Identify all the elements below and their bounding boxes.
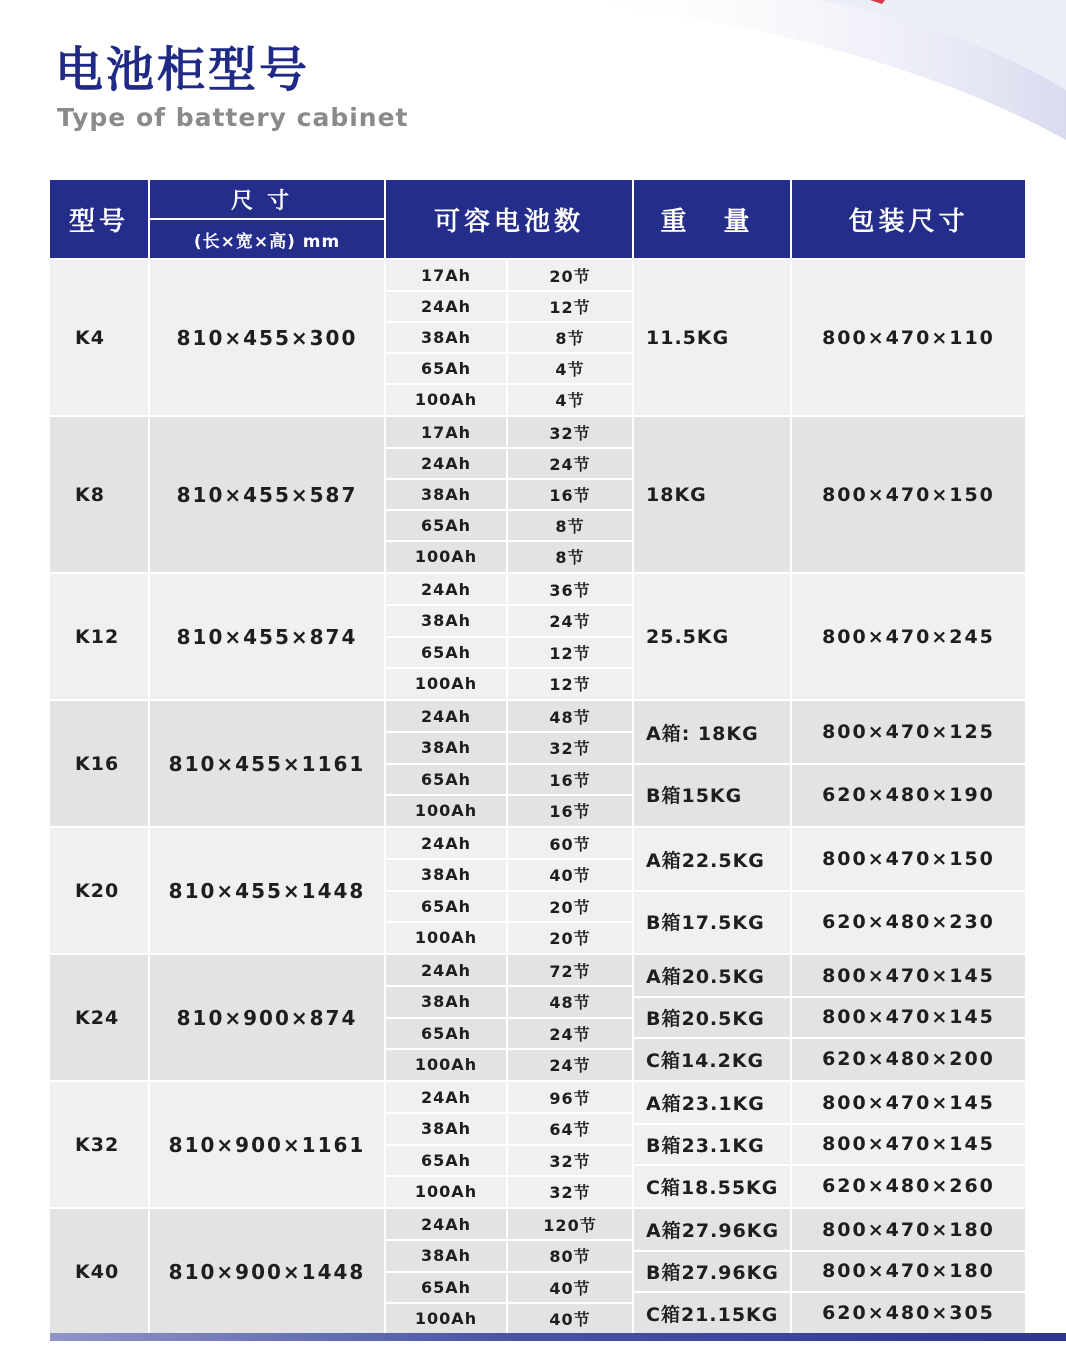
row-divider	[386, 447, 632, 449]
row-divider	[386, 290, 632, 292]
column-divider	[506, 574, 508, 699]
package-size-cell: 800×470×110	[822, 326, 995, 349]
row-divider	[634, 763, 1025, 765]
battery-count: 12节	[549, 643, 591, 663]
column-divider	[506, 701, 508, 826]
weight-cell: A箱20.5KG	[646, 966, 765, 989]
capacity-ah: 24Ah	[420, 1215, 472, 1235]
battery-count: 32节	[549, 1151, 591, 1171]
package-size-cell: 620×480×200	[822, 1048, 995, 1071]
column-divider	[506, 417, 508, 572]
decorative-swoosh	[0, 0, 1066, 200]
battery-count: 12节	[549, 298, 591, 317]
weight-cell: A箱22.5KG	[646, 849, 765, 872]
header-weight: 重 量	[660, 206, 764, 237]
package-size-cell: 800×470×150	[822, 848, 995, 871]
battery-count: 36节	[549, 581, 591, 601]
capacity-ah: 24Ah	[420, 707, 472, 727]
row-divider	[386, 731, 632, 733]
battery-count: 20节	[549, 267, 591, 286]
battery-count: 60节	[549, 835, 591, 855]
capacity-ah: 100Ah	[414, 1181, 478, 1201]
size-cell: 810×455×874	[176, 624, 358, 649]
capacity-ah: 38Ah	[420, 328, 472, 347]
battery-count: 4节	[555, 391, 585, 410]
capacity-ah: 24Ah	[420, 297, 472, 316]
capacity-ah: 24Ah	[420, 1088, 472, 1108]
row-divider	[634, 1291, 1025, 1293]
battery-count: 40节	[549, 866, 591, 886]
battery-count: 24节	[549, 612, 591, 632]
row-divider	[386, 383, 632, 385]
battery-count: 24节	[549, 1024, 591, 1044]
model-cell: K12	[75, 625, 120, 648]
package-size-cell: 800×470×145	[822, 1006, 995, 1029]
battery-count: 96节	[549, 1089, 591, 1109]
size-cell: 810×900×1161	[168, 1132, 366, 1157]
row-divider	[634, 996, 1025, 998]
capacity-ah: 100Ah	[414, 547, 478, 566]
capacity-ah: 100Ah	[414, 673, 478, 693]
capacity-ah: 38Ah	[420, 485, 472, 504]
weight-cell: 25.5KG	[646, 625, 730, 648]
table-row	[50, 699, 1025, 826]
column-divider	[790, 1082, 792, 1207]
package-size-cell: 800×470×245	[822, 625, 995, 648]
model-cell: K16	[75, 752, 120, 775]
package-size-cell: 800×470×180	[822, 1260, 995, 1283]
row-divider	[634, 1123, 1025, 1125]
capacity-ah: 65Ah	[420, 359, 472, 378]
column-divider	[790, 955, 792, 1080]
row-divider	[386, 1144, 632, 1146]
table-row	[50, 1207, 1025, 1334]
battery-cabinet-table	[50, 180, 1025, 1334]
footer-bar	[50, 1333, 1066, 1341]
table-row	[50, 415, 1025, 572]
weight-cell: B箱20.5KG	[646, 1007, 765, 1030]
battery-count: 24节	[549, 1055, 591, 1075]
row-divider	[386, 604, 632, 606]
weight-cell: B箱23.1KG	[646, 1134, 765, 1157]
weight-cell: C箱21.15KG	[646, 1303, 779, 1326]
row-divider	[386, 1017, 632, 1019]
model-cell: K8	[75, 483, 105, 506]
column-divider	[506, 955, 508, 1080]
weight-cell: A箱23.1KG	[646, 1093, 765, 1116]
size-cell: 810×455×300	[176, 325, 358, 350]
row-divider	[634, 1037, 1025, 1039]
table-row	[50, 1080, 1025, 1207]
weight-cell: B箱27.96KG	[646, 1261, 779, 1284]
size-cell: 810×455×1448	[168, 878, 366, 903]
battery-count: 16节	[549, 801, 591, 821]
header-capacity: 可容电池数	[433, 206, 584, 237]
column-divider	[790, 260, 792, 415]
battery-count: 48节	[549, 993, 591, 1013]
capacity-ah: 24Ah	[420, 580, 472, 600]
row-divider	[386, 636, 632, 638]
row-divider	[386, 985, 632, 987]
capacity-ah: 38Ah	[420, 738, 472, 758]
capacity-ah: 65Ah	[420, 642, 472, 662]
package-size-cell: 800×470×180	[822, 1218, 995, 1241]
table-row	[50, 826, 1025, 953]
battery-count: 16节	[549, 770, 591, 790]
capacity-ah: 100Ah	[414, 927, 478, 947]
capacity-ah: 38Ah	[420, 1246, 472, 1266]
model-cell: K40	[75, 1260, 120, 1283]
row-divider	[386, 890, 632, 892]
column-divider	[506, 1082, 508, 1207]
table-body	[50, 258, 1025, 1334]
size-cell: 810×455×1161	[168, 751, 366, 776]
capacity-ah: 65Ah	[420, 516, 472, 535]
row-divider	[386, 921, 632, 923]
capacity-ah: 38Ah	[420, 611, 472, 631]
package-size-cell: 620×480×190	[822, 783, 995, 806]
battery-count: 48节	[549, 708, 591, 728]
size-cell: 810×900×1448	[168, 1259, 366, 1284]
capacity-ah: 100Ah	[414, 800, 478, 820]
page-title: 电池柜型号	[55, 42, 311, 98]
capacity-ah: 24Ah	[420, 454, 472, 473]
header-model: 型号	[68, 206, 129, 237]
battery-count: 32节	[549, 424, 591, 443]
battery-count: 8节	[555, 548, 585, 567]
capacity-ah: 17Ah	[420, 423, 472, 442]
model-cell: K32	[75, 1133, 120, 1156]
column-divider	[506, 1209, 508, 1334]
row-divider	[386, 540, 632, 542]
capacity-ah: 17Ah	[420, 266, 472, 285]
capacity-ah: 65Ah	[420, 1150, 472, 1170]
package-size-cell: 620×480×305	[822, 1302, 995, 1325]
capacity-ah: 38Ah	[420, 992, 472, 1012]
column-divider	[790, 701, 792, 826]
row-divider	[386, 321, 632, 323]
package-size-cell: 620×480×260	[822, 1175, 995, 1198]
table-row	[50, 953, 1025, 1080]
capacity-ah: 38Ah	[420, 1119, 472, 1139]
battery-count: 80节	[549, 1247, 591, 1267]
row-divider	[386, 858, 632, 860]
capacity-ah: 65Ah	[420, 1023, 472, 1043]
weight-cell: B箱15KG	[646, 785, 743, 808]
header-size	[150, 180, 384, 258]
row-divider	[386, 1175, 632, 1177]
package-size-cell: 800×470×125	[822, 721, 995, 744]
weight-cell: 11.5KG	[646, 326, 730, 349]
package-size-cell: 800×470×145	[822, 1133, 995, 1156]
table-row	[50, 572, 1025, 699]
battery-count: 40节	[549, 1309, 591, 1329]
header-package: 包装尺寸	[848, 206, 969, 237]
row-divider	[386, 478, 632, 480]
weight-cell: C箱18.55KG	[646, 1176, 779, 1199]
battery-count: 4节	[555, 360, 585, 379]
capacity-ah: 38Ah	[420, 865, 472, 885]
capacity-ah: 100Ah	[414, 1054, 478, 1074]
column-divider	[790, 1209, 792, 1334]
battery-count: 24节	[549, 455, 591, 474]
row-divider	[634, 890, 1025, 892]
package-size-cell: 800×470×150	[822, 483, 995, 506]
header-size-top: 尺寸	[230, 188, 303, 214]
package-size-cell: 620×480×230	[822, 910, 995, 933]
battery-count: 72节	[549, 962, 591, 982]
row-divider	[386, 1302, 632, 1304]
battery-count: 120节	[543, 1216, 597, 1236]
battery-count: 32节	[549, 1182, 591, 1202]
capacity-ah: 65Ah	[420, 769, 472, 789]
column-divider	[790, 417, 792, 572]
model-cell: K20	[75, 879, 120, 902]
weight-cell: C箱14.2KG	[646, 1049, 765, 1072]
weight-cell: A箱27.96KG	[646, 1220, 780, 1243]
table-header	[50, 180, 1025, 258]
battery-count: 8节	[555, 329, 585, 348]
size-cell: 810×900×874	[176, 1005, 358, 1030]
row-divider	[386, 509, 632, 511]
table-row	[50, 258, 1025, 415]
battery-count: 64节	[549, 1120, 591, 1140]
row-divider	[386, 1271, 632, 1273]
column-divider	[790, 828, 792, 953]
row-divider	[386, 352, 632, 354]
weight-cell: A箱: 18KG	[646, 722, 759, 745]
package-size-cell: 800×470×145	[822, 1091, 995, 1114]
capacity-ah: 65Ah	[420, 896, 472, 916]
capacity-ah: 24Ah	[420, 961, 472, 981]
size-cell: 810×455×587	[176, 482, 358, 507]
page-subtitle: Type of battery cabinet	[57, 103, 409, 132]
row-divider	[386, 1048, 632, 1050]
weight-cell: B箱17.5KG	[646, 912, 765, 935]
row-divider	[386, 667, 632, 669]
battery-count: 32节	[549, 739, 591, 759]
model-cell: K24	[75, 1006, 120, 1029]
row-divider	[386, 794, 632, 796]
column-divider	[506, 828, 508, 953]
weight-cell: 18KG	[646, 483, 707, 506]
capacity-ah: 24Ah	[420, 834, 472, 854]
battery-count: 20节	[549, 897, 591, 917]
capacity-ah: 65Ah	[420, 1277, 472, 1297]
row-divider	[386, 1112, 632, 1114]
model-cell: K4	[75, 326, 105, 349]
capacity-ah: 100Ah	[414, 1308, 478, 1328]
header-size-unit: (长×宽×高) mm	[193, 231, 341, 252]
package-size-cell: 800×470×145	[822, 964, 995, 987]
battery-count: 12节	[549, 674, 591, 694]
battery-count: 20节	[549, 928, 591, 948]
capacity-ah: 100Ah	[414, 390, 478, 409]
row-divider	[634, 1164, 1025, 1166]
column-divider	[506, 260, 508, 415]
battery-count: 40节	[549, 1278, 591, 1298]
row-divider	[634, 1250, 1025, 1252]
column-divider	[790, 574, 792, 699]
row-divider	[386, 763, 632, 765]
row-divider	[386, 1239, 632, 1241]
battery-count: 16节	[549, 486, 591, 505]
battery-count: 8节	[555, 517, 585, 536]
